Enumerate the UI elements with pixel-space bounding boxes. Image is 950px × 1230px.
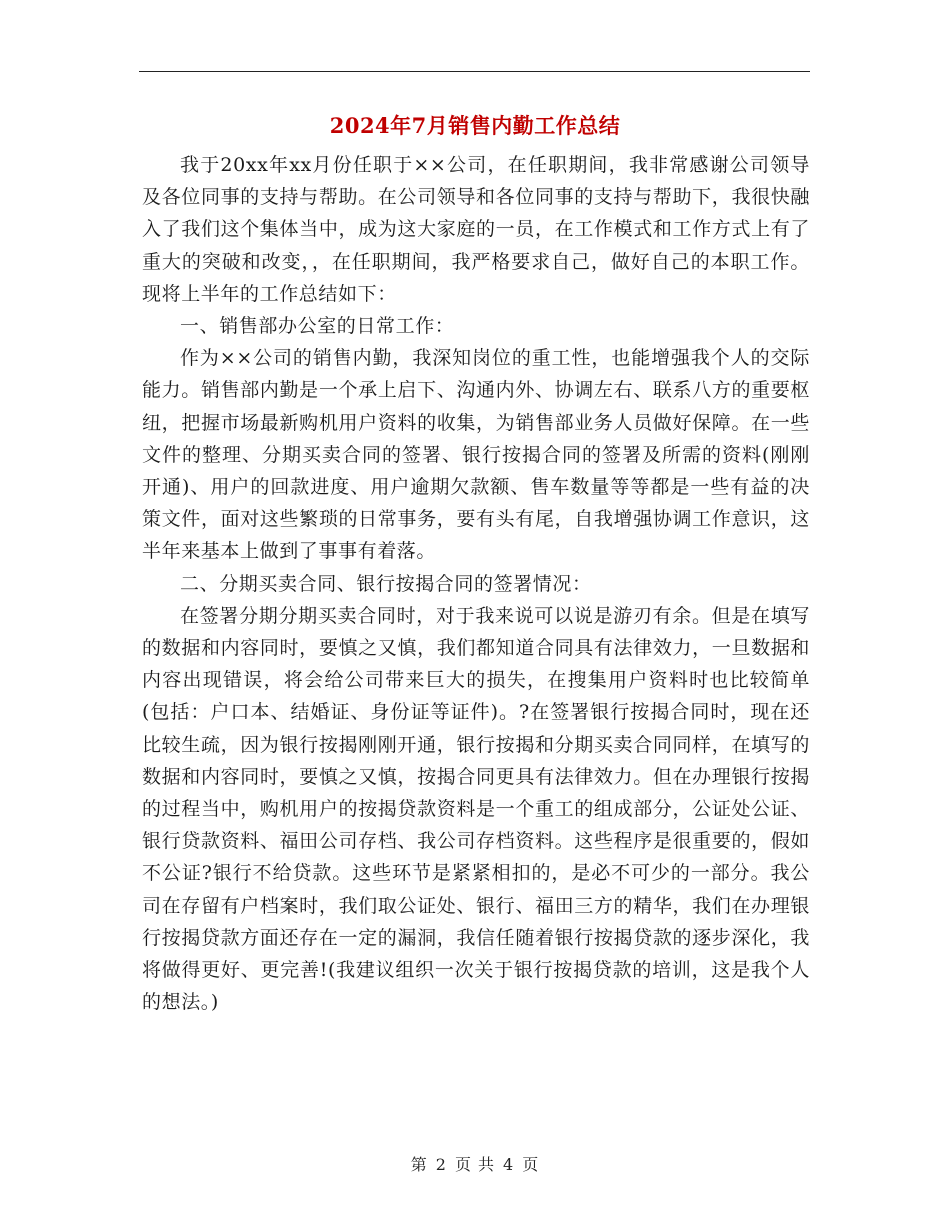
page-footer (0, 1153, 950, 1177)
section-heading-contracts: 二、分期买卖合同、银行按揭合同的签署情况： (180, 572, 592, 595)
section-heading-daily-work: 一、销售部办公室的日常工作： (180, 315, 455, 338)
footer-page-mid: 页 共 (454, 1155, 496, 1174)
paragraph-intro: 我于20xx年xx月份任职于××公司，在任职期间，我非常感谢公司领导及各位同事的支持与帮助。在公司领导和各位同事的支持与帮助下，我很快融入了我们这个集体当中，成为这大家庭的一员，在工作模式和工作方式上有了重大的突破和改变，，在任职期间，我严格要求自己，做好自己的本职工作。现将上半年的工作总结如下： (142, 154, 810, 305)
footer-page-prefix: 第 (410, 1155, 428, 1174)
footer-page-suffix: 页 (522, 1155, 540, 1174)
document-body (142, 149, 810, 1018)
paragraph-daily-work: 作为××公司的销售内勤，我深知岗位的重工性，也能增强我个人的交际能力。销售部内勤是一个承上启下、沟通内外、协调左右、联系八方的重要枢纽，把握市场最新购机用户资料的收集，为销售部业务人员做好保障。在一些文件的整理、分期买卖合同的签署、银行按揭合同的签署及所需的资料(刚刚开通)、用户的回款进度、用户逾期欠款额、售车数量等等都是一些有益的决策文件，面对这些繁琐的日常事务，要有头有尾，自我增强协调工作意识，这半年来基本上做到了事事有着落。 (142, 347, 810, 563)
footer-page-total: 4 (503, 1155, 515, 1174)
paragraph-contracts: 在签署分期分期买卖合同时，对于我来说可以说是游刃有余。但是在填写的数据和内容同时，要慎之又慎，我们都知道合同具有法律效力，一旦数据和内容出现错误，将会给公司带来巨大的损失，在搜集用户资料时也比较简单(包括：户口本、结婚证、身份证等证件)。?在签署银行按揭合同时，现在还比较生疏，因为银行按揭刚刚开通，银行按揭和分期买卖合同同样，在填写的数据和内容同时，要慎之又慎，按揭合同更具有法律效力。但在办理银行按揭的过程当中，购机用户的按揭贷款资料是一个重工的组成部分，公证处公证、银行贷款资料、福田公司存档、我公司存档资料。这些程序是很重要的，假如不公证?银行不给贷款。这些环节是紧紧相扣的，是必不可少的一部分。我公司在存留有户档案时，我们取公证处、银行、福田三方的精华，我们在办理银行按揭贷款方面还存在一定的漏洞，我信任随着银行按揭贷款的逐步深化，我将做得更好、更完善!(我建议组织一次关于银行按揭贷款的培训，这是我个人的想法。) (142, 604, 810, 1014)
header-rule (139, 71, 810, 72)
footer-page-current: 2 (435, 1155, 447, 1174)
document-title: 2024年7月销售内勤工作总结 (329, 113, 621, 138)
